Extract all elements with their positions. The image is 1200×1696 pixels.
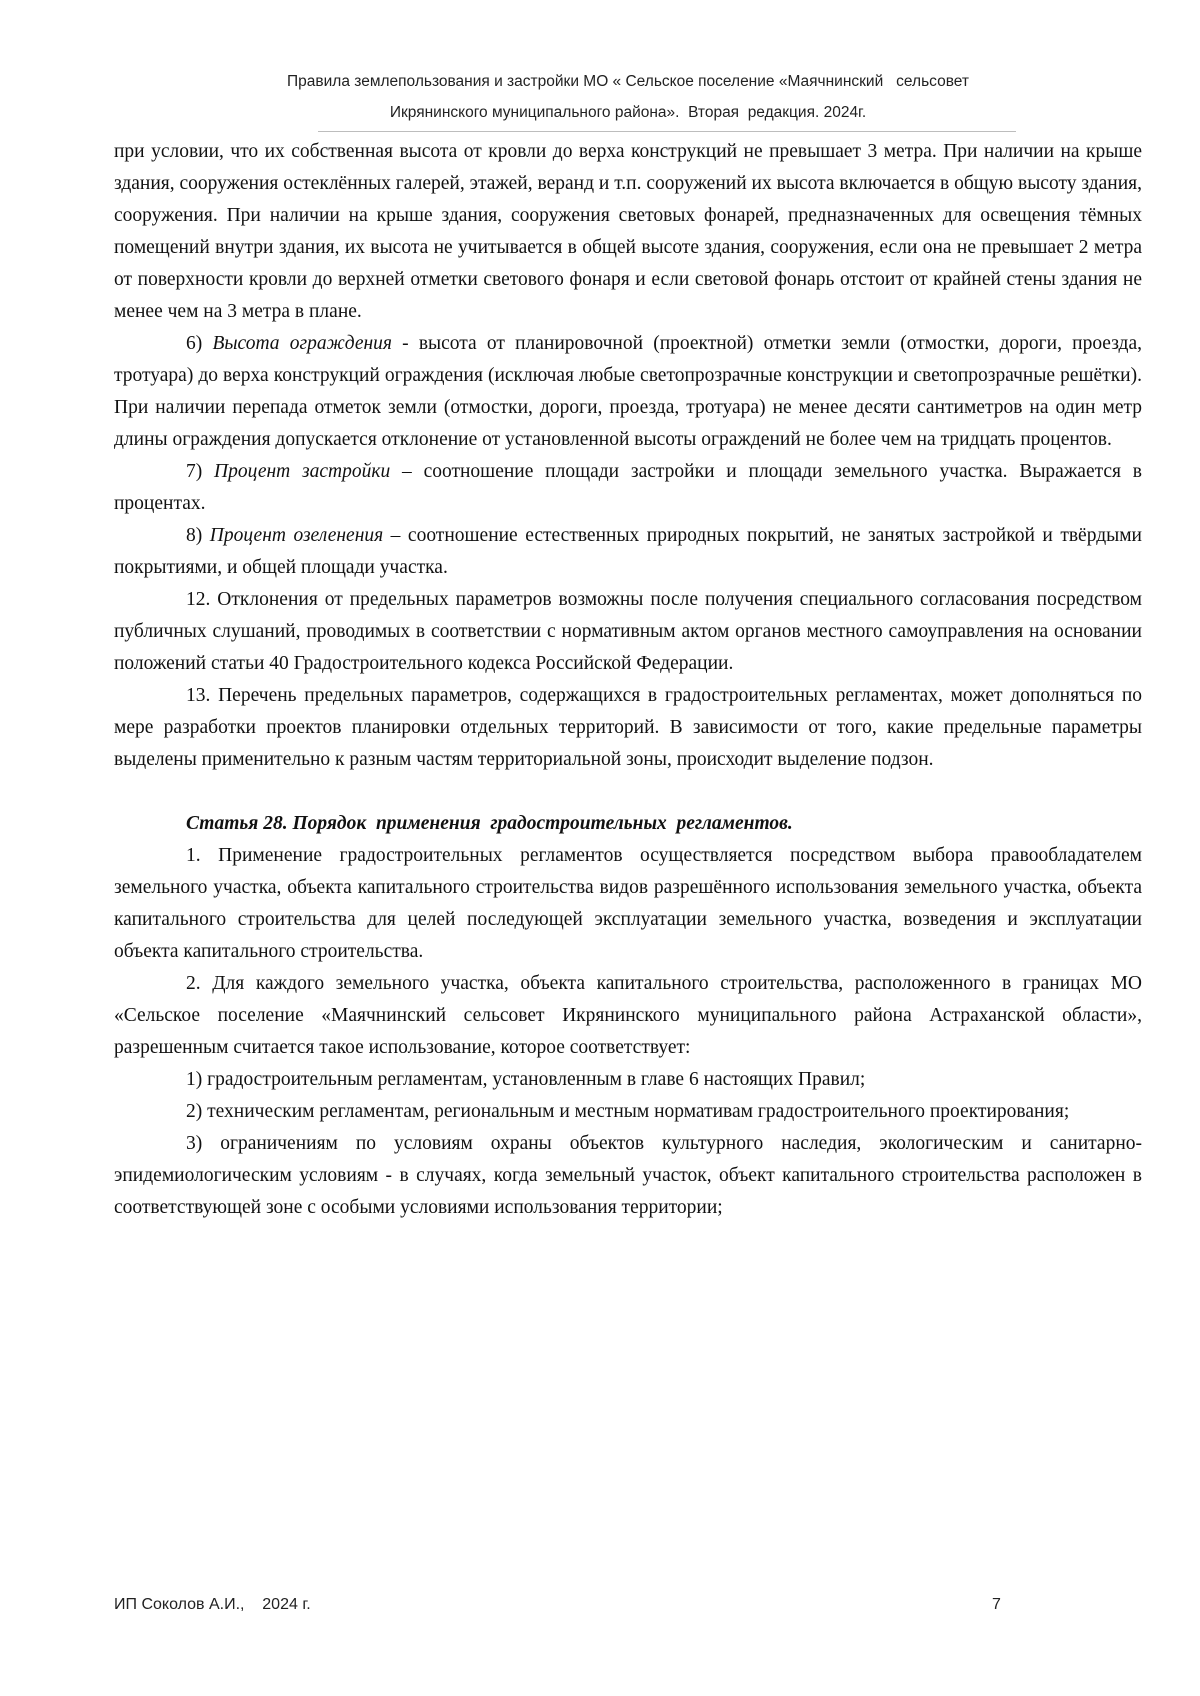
- page-number: 7: [992, 1596, 1001, 1613]
- paragraph-fence-height: [114, 328, 1142, 456]
- definition-text: – соотношение естественных природных покрытий, не занятых застройкой и твёрдыми покрытиями, и общей площади участка.: [114, 525, 1142, 578]
- paragraph-12: 12. Отклонения от предельных параметров возможны после получения специального согласования посредством публичных слушаний, проводимых в соответствии с нормативным актом органов местного самоуправления на основании положений статьи 40 Градостроительного кодекса Российской Федерации.: [114, 589, 1142, 674]
- paragraph-continuation: при условии, что их собственная высота от кровли до верха конструкций не превышает 3 метра. При наличии на крыше здания, сооружения остеклённых галерей, этажей, веранд и т.п. сооружений их высота включается в общую высоту здания, сооружения. При наличии на крыше здания, сооружения световых фонарей, предназначенных для освещения тёмных помещений внутри здания, их высота не учитывается в общей высоте здания, сооружения, если она не превышает 2 метра от поверхности кровли до верхней отметки светового фонаря и если световой фонарь отстоит от крайней стены здания не менее чем на 3 метра в плане.: [114, 141, 1142, 322]
- running-header: [114, 66, 1142, 128]
- article-heading: Статья 28. Порядок применения градостроительных регламентов.: [186, 813, 793, 834]
- item-number: 6): [186, 333, 213, 354]
- defined-term: Процент озеленения: [209, 525, 384, 546]
- paragraph-building-percentage: [114, 456, 1142, 520]
- paragraph-article-28-1: 1. Применение градостроительных регламентов осуществляется посредством выбора правообладателем земельного участка, объекта капитального строительства видов разрешённого использования земельного участка, объекта капитального строительства для целей последующей эксплуатации земельного участка, возведения и эксплуатации объекта капитального строительства.: [114, 845, 1142, 962]
- item-number: 8): [186, 525, 210, 546]
- paragraph-greening-percentage: [114, 520, 1142, 584]
- item-number: 7): [186, 461, 215, 482]
- defined-term: Процент застройки: [214, 461, 391, 482]
- list-item-3: 3) ограничениям по условиям охраны объектов культурного наследия, экологическим и санитарно-эпидемиологическим условиям - в случаях, когда земельный участок, объект капитального строительства расположен в соответствующей зоне с особыми условиями использования территории;: [114, 1133, 1142, 1218]
- paragraph-article-28-2: 2. Для каждого земельного участка, объекта капитального строительства, расположенного в границах МО «Сельское поселение «Маячнинский сельсовет Икрянинского муниципального района Астраханской области», разрешенным считается такое использование, которое соответствует:: [114, 973, 1142, 1058]
- document-body: [114, 136, 1142, 1224]
- defined-term: Высота ограждения: [212, 333, 392, 354]
- header-line-2: Икрянинского муниципального района». Вторая редакция. 2024г.: [389, 104, 867, 121]
- header-divider: [318, 131, 1016, 132]
- definition-text: – соотношение площади застройки и площади земельного участка. Выражается в процентах.: [114, 461, 1142, 514]
- header-line-1: Правила землепользования и застройки МО « Сельское поселение «Маячнинский сельсовет: [287, 73, 969, 90]
- paragraph-13: 13. Перечень предельных параметров, содержащихся в градостроительных регламентах, может дополняться по мере разработки проектов планировки отдельных территорий. В зависимости от того, какие предельные параметры выделены применительно к разным частям территориальной зоны, происходит выделение подзон.: [114, 685, 1142, 770]
- list-item-2: 2) техническим регламентам, региональным и местным нормативам градостроительного проектирования;: [186, 1101, 1070, 1122]
- footer-author: ИП Соколов А.И., 2024 г.: [114, 1596, 311, 1613]
- list-item-1: 1) градостроительным регламентам, установленным в главе 6 настоящих Правил;: [186, 1069, 866, 1090]
- definition-text: - высота от планировочной (проектной) отметки земли (отмостки, дороги, проезда, тротуара) до верха конструкций ограждения (исключая любые светопрозрачные конструкции и светопрозрачные решётки). При наличии перепада отметок земли (отмостки, дороги, проезда, тротуара) не менее десяти сантиметров на один метр длины ограждения допускается отклонение от установленной высоты ограждений не более чем на тридцать процентов.: [114, 333, 1143, 450]
